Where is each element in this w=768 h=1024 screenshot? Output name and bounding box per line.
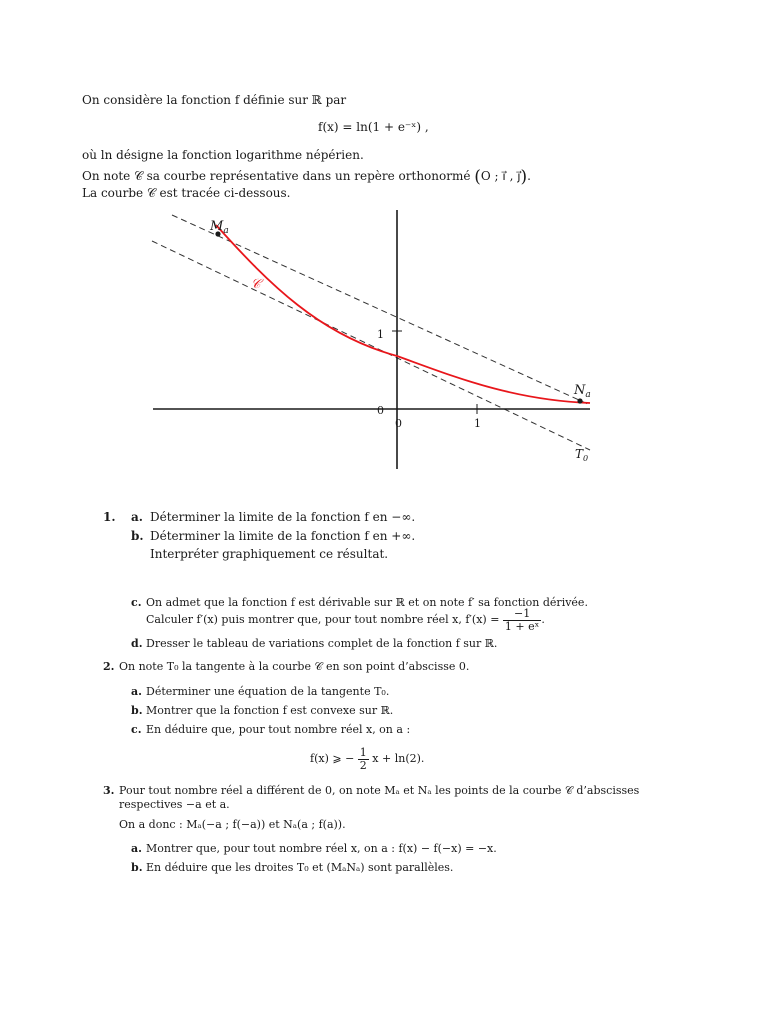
intro-line-2: où ln désigne la fonction logarithme népérien. — [82, 148, 364, 162]
q2-c-label: c. — [131, 723, 142, 736]
origin-label-y: 0 — [377, 404, 384, 417]
curve-C — [216, 225, 590, 403]
q1-c-text-2-pre: Calculer f′(x) puis montrer que, pour tout nombre réel x, f′(x) = — [146, 613, 500, 627]
q1-c-text: On admet que la fonction f est dérivable sur ℝ et on note f′ sa fonction dérivée. — [146, 596, 588, 609]
inequality-denominator: 2 — [359, 758, 367, 772]
curve-figure — [150, 205, 600, 473]
origin-label-x: 0 — [395, 417, 402, 430]
inequality-post: x + ln(2). — [372, 752, 425, 766]
q1-d-text: Dresser le tableau de variations complet de la fonction f sur ℝ. — [146, 637, 498, 650]
q2-b-text: Montrer que la fonction f est convexe sur ℝ. — [146, 704, 394, 717]
q1-d-label: d. — [131, 637, 143, 650]
inequality-fraction — [358, 747, 369, 771]
intro-line-4: La courbe 𝒞 est tracée ci-dessous. — [82, 186, 291, 200]
function-definition-formula: f(x) = ln(1 + e⁻ˣ) , — [318, 120, 429, 134]
q1-c-text-2 — [146, 608, 545, 632]
derivative-fraction — [503, 608, 541, 632]
q1-b-text: Déterminer la limite de la fonction f en +∞. — [150, 529, 416, 543]
q2-b-label: b. — [131, 704, 143, 717]
inequality-numerator: 1 — [359, 746, 367, 759]
label-T0: $T_0$ — [575, 447, 589, 463]
intro-line-3: On note 𝒞 sa courbe représentative dans un repère orthonormé (O ; i⃗ , j⃗). — [82, 167, 531, 187]
q2-c-text: En déduire que, pour tout nombre réel x, on a : — [146, 723, 411, 736]
q2-number: 2. — [103, 660, 115, 673]
q1-b-text-2: Interpréter graphiquement ce résultat. — [150, 547, 389, 561]
derivative-numerator: −1 — [503, 608, 541, 621]
q1-b-label: b. — [131, 529, 144, 543]
q3-text-2: respectives −a et a. — [119, 798, 230, 811]
label-C: 𝒞 — [251, 277, 261, 292]
q1-a-text: Déterminer la limite de la fonction f en −∞. — [150, 510, 416, 524]
derivative-denominator: 1 + eˣ — [504, 619, 540, 633]
label-Ma: $M_a$ — [210, 219, 229, 236]
q1-number: 1. — [103, 510, 116, 524]
q3-text: Pour tout nombre réel a différent de 0, on note Mₐ et Nₐ les points de la courbe 𝒞 d’abscisses — [119, 784, 640, 797]
q3-b-text: En déduire que les droites T₀ et (MₐNₐ) sont parallèles. — [146, 861, 454, 874]
q2-a-label: a. — [131, 685, 142, 698]
q3-number: 3. — [103, 784, 115, 797]
dashed-line-MaNa — [172, 215, 590, 405]
q1-c-label: c. — [131, 596, 142, 609]
q3-b-label: b. — [131, 861, 143, 874]
inequality-formula — [310, 747, 424, 771]
q3-a-label: a. — [131, 842, 142, 855]
intro-line-3-text: On note 𝒞 sa courbe représentative dans un repère orthonormé — [82, 169, 471, 183]
label-Na: $N_a$ — [574, 383, 591, 400]
tick-label-y1: 1 — [377, 328, 384, 341]
q2-text: On note T₀ la tangente à la courbe 𝒞 en son point d’abscisse 0. — [119, 660, 470, 673]
inequality-pre: f(x) ⩾ − — [310, 752, 355, 766]
q3-a-text: Montrer que, pour tout nombre réel x, on a : f(x) − f(−x) = −x. — [146, 842, 497, 855]
q3-text-3: On a donc : Mₐ(−a ; f(−a)) et Nₐ(a ; f(a)). — [119, 818, 346, 831]
point-Na — [577, 398, 582, 403]
dashed-line-T0 — [152, 241, 590, 450]
repere-text: O ; i⃗ , j⃗ — [480, 169, 521, 183]
tick-label-x1: 1 — [474, 417, 481, 430]
q1-c-text-2-post: . — [541, 613, 545, 627]
q1-a-label: a. — [131, 510, 143, 524]
intro-line-1: On considère la fonction f définie sur ℝ par — [82, 93, 347, 107]
q2-a-text: Déterminer une équation de la tangente T₀. — [146, 685, 390, 698]
